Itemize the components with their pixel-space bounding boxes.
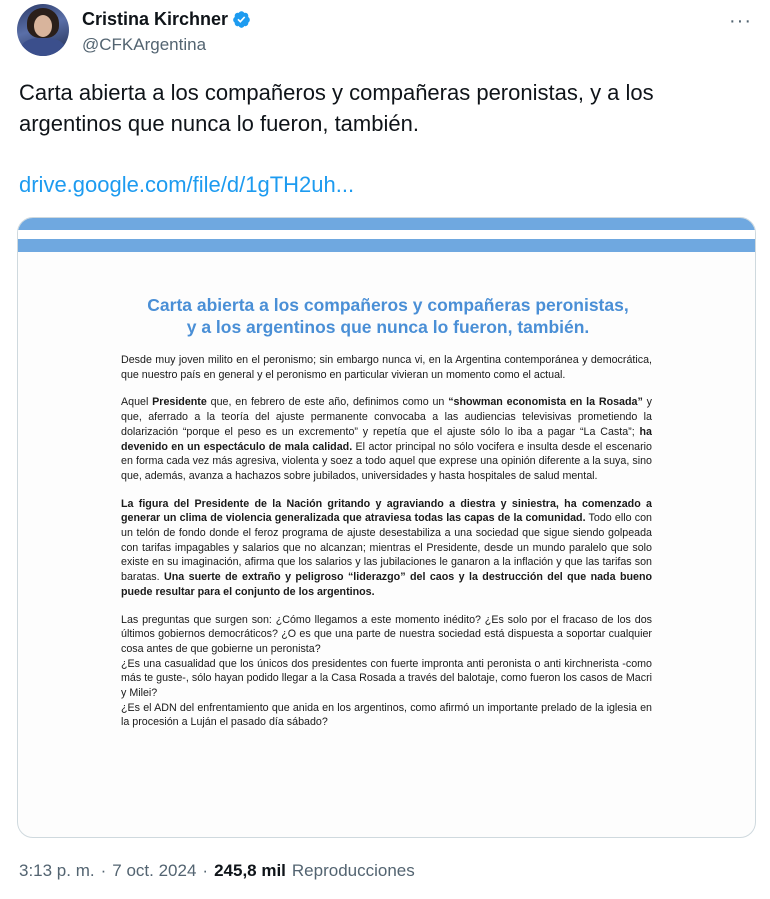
tweet-text: Carta abierta a los compañeros y compañeras peronistas, y a los argentinos que nunca lo fueron, también. — [19, 80, 654, 136]
document-paragraph-1: Desde muy joven milito en el peronismo; sin embargo nunca vi, en la Argentina contemporánea y democrática, que nuestro país en general y el peronismo en particular vivieran un momento como el actual. — [121, 354, 652, 381]
document-paragraph-3: La figura del Presidente de la Nación gritando y agraviando a diestra y siniestra, ha comenzado a generar un clima de violencia generalizada que atraviesa todas las capas de la comunidad. Todo ello con un telón de fondo donde el feroz programa de ajuste desestabiliza a una sociedad que sigue siendo golpeada con tarifas impagables y salarios que no alcanzan; mientras el Presidente, desde un mundo paralelo que solo existe en su imaginación, afirma que los salarios y las jubilaciones le ganaron a la inflación y que las tarifas son baratas. Una suerte de extraño y peligroso “liderazgo” del caos y la destrucción del que nada bueno puede resultar para el conjunto de los argentinos. — [121, 497, 652, 598]
document-title — [78, 294, 698, 338]
views-count[interactable]: 245,8 mil — [214, 861, 286, 880]
meta-separator: · — [202, 861, 209, 880]
author-name[interactable]: Cristina Kirchner — [82, 9, 229, 29]
avatar-face — [34, 15, 52, 37]
author-handle[interactable]: @CFKArgentina — [82, 35, 207, 54]
tweet-link[interactable]: drive.google.com/file/d/1gTH2uh... — [19, 172, 355, 197]
document-title-line1: Carta abierta a los compañeros y compañeras peronistas, — [147, 295, 629, 315]
tweet-meta — [19, 861, 415, 881]
more-options-icon[interactable]: ··· — [729, 10, 752, 32]
document-paragraph-2: Aquel Presidente que, en febrero de este año, definimos como un “showman economista en la Rosada” y que, aferrado a la teoría del ajuste permanente convocaba a las audiencias televisivas prometiendo la dolarización “porque el peso es un excremento” y repetía que el ajuste sólo lo iba a pagar “La Casta”; ha devenido en un espectáculo de mala calidad. El actor principal no sólo vocifera e insulta desde el escenario en forma cada vez más agresiva, violenta y soez a todo aquel que exprese una opinión diferente a la suya, sino que, además, avanza a hachazos sobre jubilados, universidades y hasta hospitales de salud mental. — [121, 396, 652, 482]
flag-stripe-bottom — [18, 239, 755, 252]
tweet-time[interactable]: 3:13 p. m. — [19, 861, 95, 880]
document-paragraph-4: Las preguntas que surgen son: ¿Cómo llegamos a este momento inédito? ¿Es solo por el fracaso de los dos últimos gobiernos democráticos? ¿O es que una parte de nuestra sociedad está dispuesta a soportar cualquier cosa antes de que gobierne un peronista? ¿Es una casualidad que los únicos dos presidentes con fuerte impronta anti peronista o anti kirchnerista -como más te guste-, sólo hayan podido llegar a la Casa Rosada a través del balotaje, como fueron los casos de Macri y Milei? ¿Es el ADN del enfrentamiento que anida en los argentinos, como afirmó un importante prelado de la iglesia en la procesión a Luján el pasado día sábado? — [121, 613, 652, 729]
document-image[interactable] — [17, 217, 756, 838]
verified-badge-icon — [232, 10, 251, 29]
avatar[interactable] — [17, 4, 69, 56]
views-label: Reproducciones — [291, 861, 415, 880]
tweet-date[interactable]: 7 oct. 2024 — [112, 861, 197, 880]
meta-separator: · — [100, 861, 107, 880]
avatar-body — [21, 38, 65, 56]
flag-stripe-middle — [18, 230, 755, 239]
document-title-line2: y a los argentinos que nunca lo fueron, también. — [186, 317, 590, 337]
flag-stripe-top — [18, 218, 755, 230]
author-name-row — [82, 9, 251, 30]
document-body — [121, 353, 652, 730]
